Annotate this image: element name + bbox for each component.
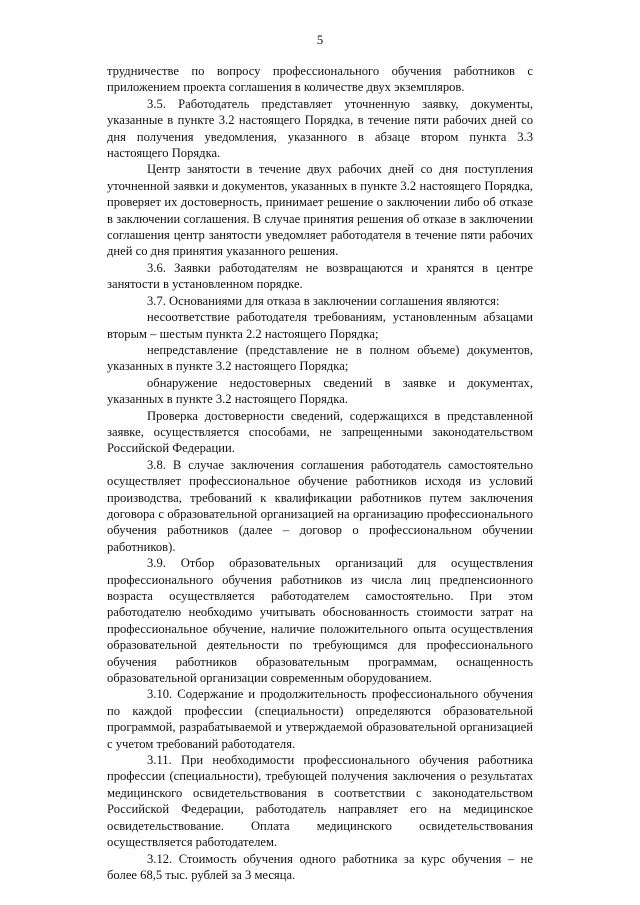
paragraph-refusal-reason-3: обнаружение недостоверных сведений в заявке и документах, указанных в пункте 3.2 настоящего Порядка. xyxy=(107,375,533,407)
paragraph-verification: Проверка достоверности сведений, содержащихся в представленной заявке, осуществляется способами, не запрещенными законодательством Российской Федерации. xyxy=(107,408,533,456)
paragraph-3-7: 3.7. Основаниями для отказа в заключении соглашения являются: xyxy=(147,293,500,308)
paragraph-3-10: 3.10. Содержание и продолжительность профессионального обучения по каждой профессии (специальности) определяются образовательной программой, разрабатываемой и утверждаемой образовательной организацией с учетом требований работодателя. xyxy=(107,687,533,751)
paragraph-3-6: 3.6. Заявки работодателям не возвращаются и хранятся в центре занятости в установленном порядке. xyxy=(107,260,533,292)
paragraph-3-8: 3.8. В случае заключения соглашения работодатель самостоятельно осуществляет профессиональное обучение работников исходя из условий производства, требований к квалификации работников путем заключения договора с образовательной организацией на организацию профессионального обучения работников (далее – договор о профессиональном обучении работников). xyxy=(107,457,533,554)
paragraph-employment-center-check: Центр занятости в течение двух рабочих дней со дня поступления уточненной заявки и документов, указанных в пункте 3.2 настоящего Порядка, проверяет их достоверность, принимает решение о заключении либо об отказе в заключении соглашения. В случае принятия решения об отказе в заключении соглашения центр занятости уведомляет работодателя в течение пяти рабочих дней со дня принятия указанного решения. xyxy=(107,162,533,259)
paragraph-continuation: трудничестве по вопросу профессионального обучения работников с приложением проекта соглашения в количестве двух экземпляров. xyxy=(107,64,533,95)
document-body xyxy=(107,63,533,883)
page-number: 5 xyxy=(316,33,324,47)
paragraph-refusal-reason-2: непредставление (представление не в полном объеме) документов, указанных в пункте 3.2 настоящего Порядка; xyxy=(107,342,533,374)
paragraph-3-9: 3.9. Отбор образовательных организаций для осуществления профессионального обучения работников из числа лиц предпенсионного возраста осуществляется работодателем самостоятельно. При этом работодателю необходимо учитывать обоснованность стоимости затрат на профессиональное обучение, наличие положительного опыта осуществления образовательной деятельности по требующимся для профессионального обучения работников образовательным программам, оснащенность образовательной организации современным оборудованием. xyxy=(107,556,533,686)
paragraph-refusal-reason-1: несоответствие работодателя требованиям, установленным абзацами вторым – шестым пункта 2.2 настоящего Порядка; xyxy=(107,310,533,341)
paragraph-3-11: 3.11. При необходимости профессионального обучения работника профессии (специальности), требующей получения заключения о результатах медицинского освидетельствования в соответствии с законодательством Российской Федерации, работодатель направляет его на медицинское освидетельствование. Оплата медицинского освидетельствования осуществляется работодателем. xyxy=(107,753,533,850)
paragraph-3-12: 3.12. Стоимость обучения одного работника за курс обучения – не более 68,5 тыс. рублей за 3 месяца. xyxy=(107,851,533,882)
paragraph-3-5: 3.5. Работодатель представляет уточненную заявку, документы, указанные в пункте 3.2 настоящего Порядка, в течение пяти рабочих дней со дня получения уведомления, указанного в абзаце втором пункта 3.3 настоящего Порядка. xyxy=(107,96,533,161)
